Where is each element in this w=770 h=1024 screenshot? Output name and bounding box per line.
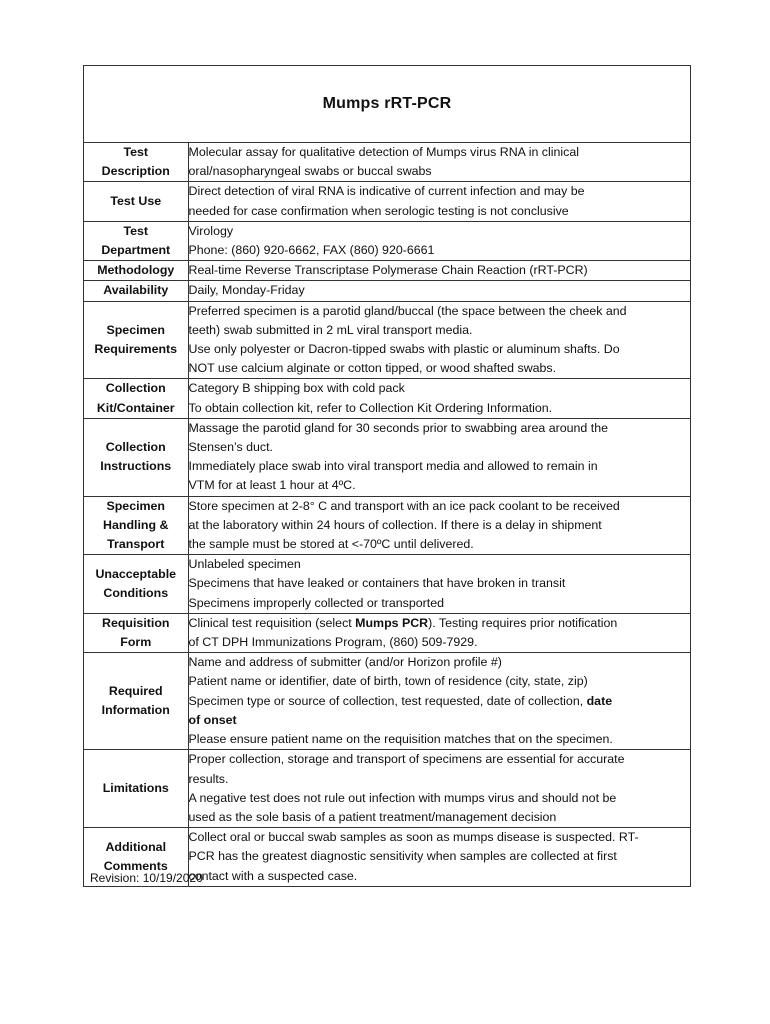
spec-table-body <box>84 143 690 886</box>
row-value-line: Specimens that have leaked or containers that have broken in transit <box>188 576 566 591</box>
row-value-line: A negative test does not rule out infection with mumps virus and should not be <box>188 790 617 805</box>
row-value <box>188 828 690 886</box>
row-value <box>188 281 690 301</box>
revision-date: Revision: 10/19/2020 <box>90 871 203 885</box>
row-value <box>188 653 690 750</box>
row-label-line: Transport <box>107 537 165 552</box>
row-label-line: Test <box>123 145 149 159</box>
row-label <box>84 281 188 301</box>
bold-text: date <box>586 693 613 708</box>
row-label <box>84 750 188 828</box>
row-label-line: Instructions <box>100 459 172 474</box>
row-label <box>84 261 188 281</box>
row-label <box>84 182 188 221</box>
row-value-line: Daily, Monday-Friday <box>188 283 305 298</box>
row-value-line: used as the sole basis of a patient treatment/management decision <box>188 809 557 824</box>
row-value <box>188 221 690 260</box>
row-value-line <box>189 614 691 633</box>
table-row <box>84 182 690 221</box>
row-value <box>188 301 690 379</box>
row-label-line: Test <box>123 223 149 238</box>
table-row <box>84 613 690 652</box>
row-value-line: Direct detection of viral RNA is indicative of current infection and may be <box>188 184 585 199</box>
row-label <box>84 418 188 496</box>
row-label-line: Collection <box>105 381 166 396</box>
row-value-line: NOT use calcium alginate or cotton tipped, or wood shafted swabs. <box>188 361 557 376</box>
row-label <box>84 653 188 750</box>
row-value-line: Store specimen at 2-8° C and transport with an ice pack coolant to be received <box>188 498 620 513</box>
row-value <box>188 182 690 221</box>
row-value-line: Phone: (860) 920-6662, FAX (860) 920-6661 <box>188 243 435 258</box>
row-label-line: Specimen <box>106 322 166 337</box>
row-value-line: Stensen’s duct. <box>188 440 273 455</box>
table-row <box>84 653 690 750</box>
row-value-line: Massage the parotid gland for 30 seconds prior to swabbing area around the <box>188 420 608 435</box>
table-row <box>84 221 690 260</box>
row-label-line: Handling & <box>103 517 169 532</box>
spec-table <box>84 143 690 886</box>
row-value-line: Preferred specimen is a parotid gland/buccal (the space between the cheek and <box>188 303 627 318</box>
row-label <box>84 301 188 379</box>
table-row <box>84 301 690 379</box>
table-row <box>84 143 690 182</box>
row-value-line: To obtain collection kit, refer to Collection Kit Ordering Information. <box>188 400 553 415</box>
table-row <box>84 555 690 614</box>
row-value-line: Molecular assay for qualitative detection of Mumps virus RNA in clinical <box>188 145 579 159</box>
row-value <box>188 379 690 418</box>
row-value-line: VTM for at least 1 hour at 4ºC. <box>188 478 356 493</box>
text-segment: Clinical test requisition (select <box>188 615 356 630</box>
row-value-line: oral/nasopharyngeal swabs or buccal swabs <box>188 164 432 179</box>
table-row <box>84 261 690 281</box>
row-label-line: Department <box>101 243 171 258</box>
bold-text: Mumps PCR <box>355 615 429 630</box>
row-value-line <box>189 692 691 711</box>
row-value-line: Virology <box>188 223 234 238</box>
row-value <box>188 143 690 182</box>
row-label <box>84 613 188 652</box>
row-label-line: Comments <box>103 858 168 873</box>
table-row <box>84 750 690 828</box>
row-value-line: teeth) swab submitted in 2 mL viral transport media. <box>188 322 473 337</box>
row-value-line: Real-time Reverse Transcriptase Polymerase Chain Reaction (rRT-PCR) <box>188 263 588 278</box>
row-label-line: Test Use <box>110 194 162 208</box>
row-value <box>188 496 690 555</box>
row-value-line: Category B shipping box with cold pack <box>188 381 405 396</box>
row-value-line: Use only polyester or Dacron-tipped swabs with plastic or aluminum shafts. Do <box>188 342 620 357</box>
table-row <box>84 379 690 418</box>
table-row <box>84 496 690 555</box>
row-label <box>84 143 188 182</box>
page-title: Mumps rRT-PCR <box>322 95 452 112</box>
row-value-line: Collect oral or buccal swab samples as soon as mumps disease is suspected. RT- <box>188 830 639 845</box>
row-label-line: Form <box>120 635 152 650</box>
row-value-line: Unlabeled specimen <box>188 557 301 572</box>
row-value-line: Immediately place swab into viral transport media and allowed to remain in <box>188 459 598 474</box>
row-label-line: Required <box>108 684 163 699</box>
row-label-line: Unacceptable <box>95 566 177 581</box>
bold-text: of onset <box>188 712 237 727</box>
row-label-line: Description <box>101 164 170 179</box>
row-value-line: Proper collection, storage and transport of specimens are essential for accurate <box>188 752 625 767</box>
table-row <box>84 418 690 496</box>
text-segment: ). Testing requires prior notification <box>428 615 618 630</box>
title-cell <box>84 66 690 143</box>
row-label-line: Limitations <box>102 781 169 796</box>
row-label-line: Conditions <box>103 586 169 601</box>
row-value-line <box>189 711 691 730</box>
row-label-line: Methodology <box>97 263 175 278</box>
row-label <box>84 555 188 614</box>
row-label-line: Kit/Container <box>96 400 175 415</box>
test-info-sheet <box>83 65 691 887</box>
row-label <box>84 496 188 555</box>
row-value-line: Name and address of submitter (and/or Horizon profile #) <box>188 655 502 670</box>
row-label-line: Specimen <box>106 498 166 513</box>
row-label <box>84 379 188 418</box>
row-value-line: Please ensure patient name on the requisition matches that on the specimen. <box>188 732 613 747</box>
row-value <box>188 418 690 496</box>
row-value-line: contact with a suspected case. <box>188 868 358 883</box>
row-value-line: Patient name or identifier, date of birth, town of residence (city, state, zip) <box>188 674 588 689</box>
row-value <box>188 555 690 614</box>
row-value-line: the sample must be stored at <-70ºC until delivered. <box>188 537 474 552</box>
row-label-line: Information <box>101 703 170 718</box>
row-value-line: PCR has the greatest diagnostic sensitivity when samples are collected at first <box>188 849 617 864</box>
table-row <box>84 281 690 301</box>
row-label-line: Requirements <box>94 342 178 357</box>
row-label-line: Additional <box>105 839 167 854</box>
row-label-line: Requisition <box>102 615 170 630</box>
row-value-line: at the laboratory within 24 hours of collection. If there is a delay in shipment <box>188 517 602 532</box>
row-label-line: Collection <box>105 440 166 455</box>
row-value <box>188 613 690 652</box>
row-value-line: Specimens improperly collected or transported <box>188 595 445 610</box>
row-label-line: Availability <box>103 283 169 298</box>
row-value-line: of CT DPH Immunizations Program, (860) 509-7929. <box>188 635 478 650</box>
row-value <box>188 261 690 281</box>
text-segment: Specimen type or source of collection, test requested, date of collection, <box>188 693 587 708</box>
row-label <box>84 221 188 260</box>
row-value-line: needed for case confirmation when serologic testing is not conclusive <box>188 203 569 218</box>
row-value <box>188 750 690 828</box>
row-value-line: results. <box>188 771 229 786</box>
